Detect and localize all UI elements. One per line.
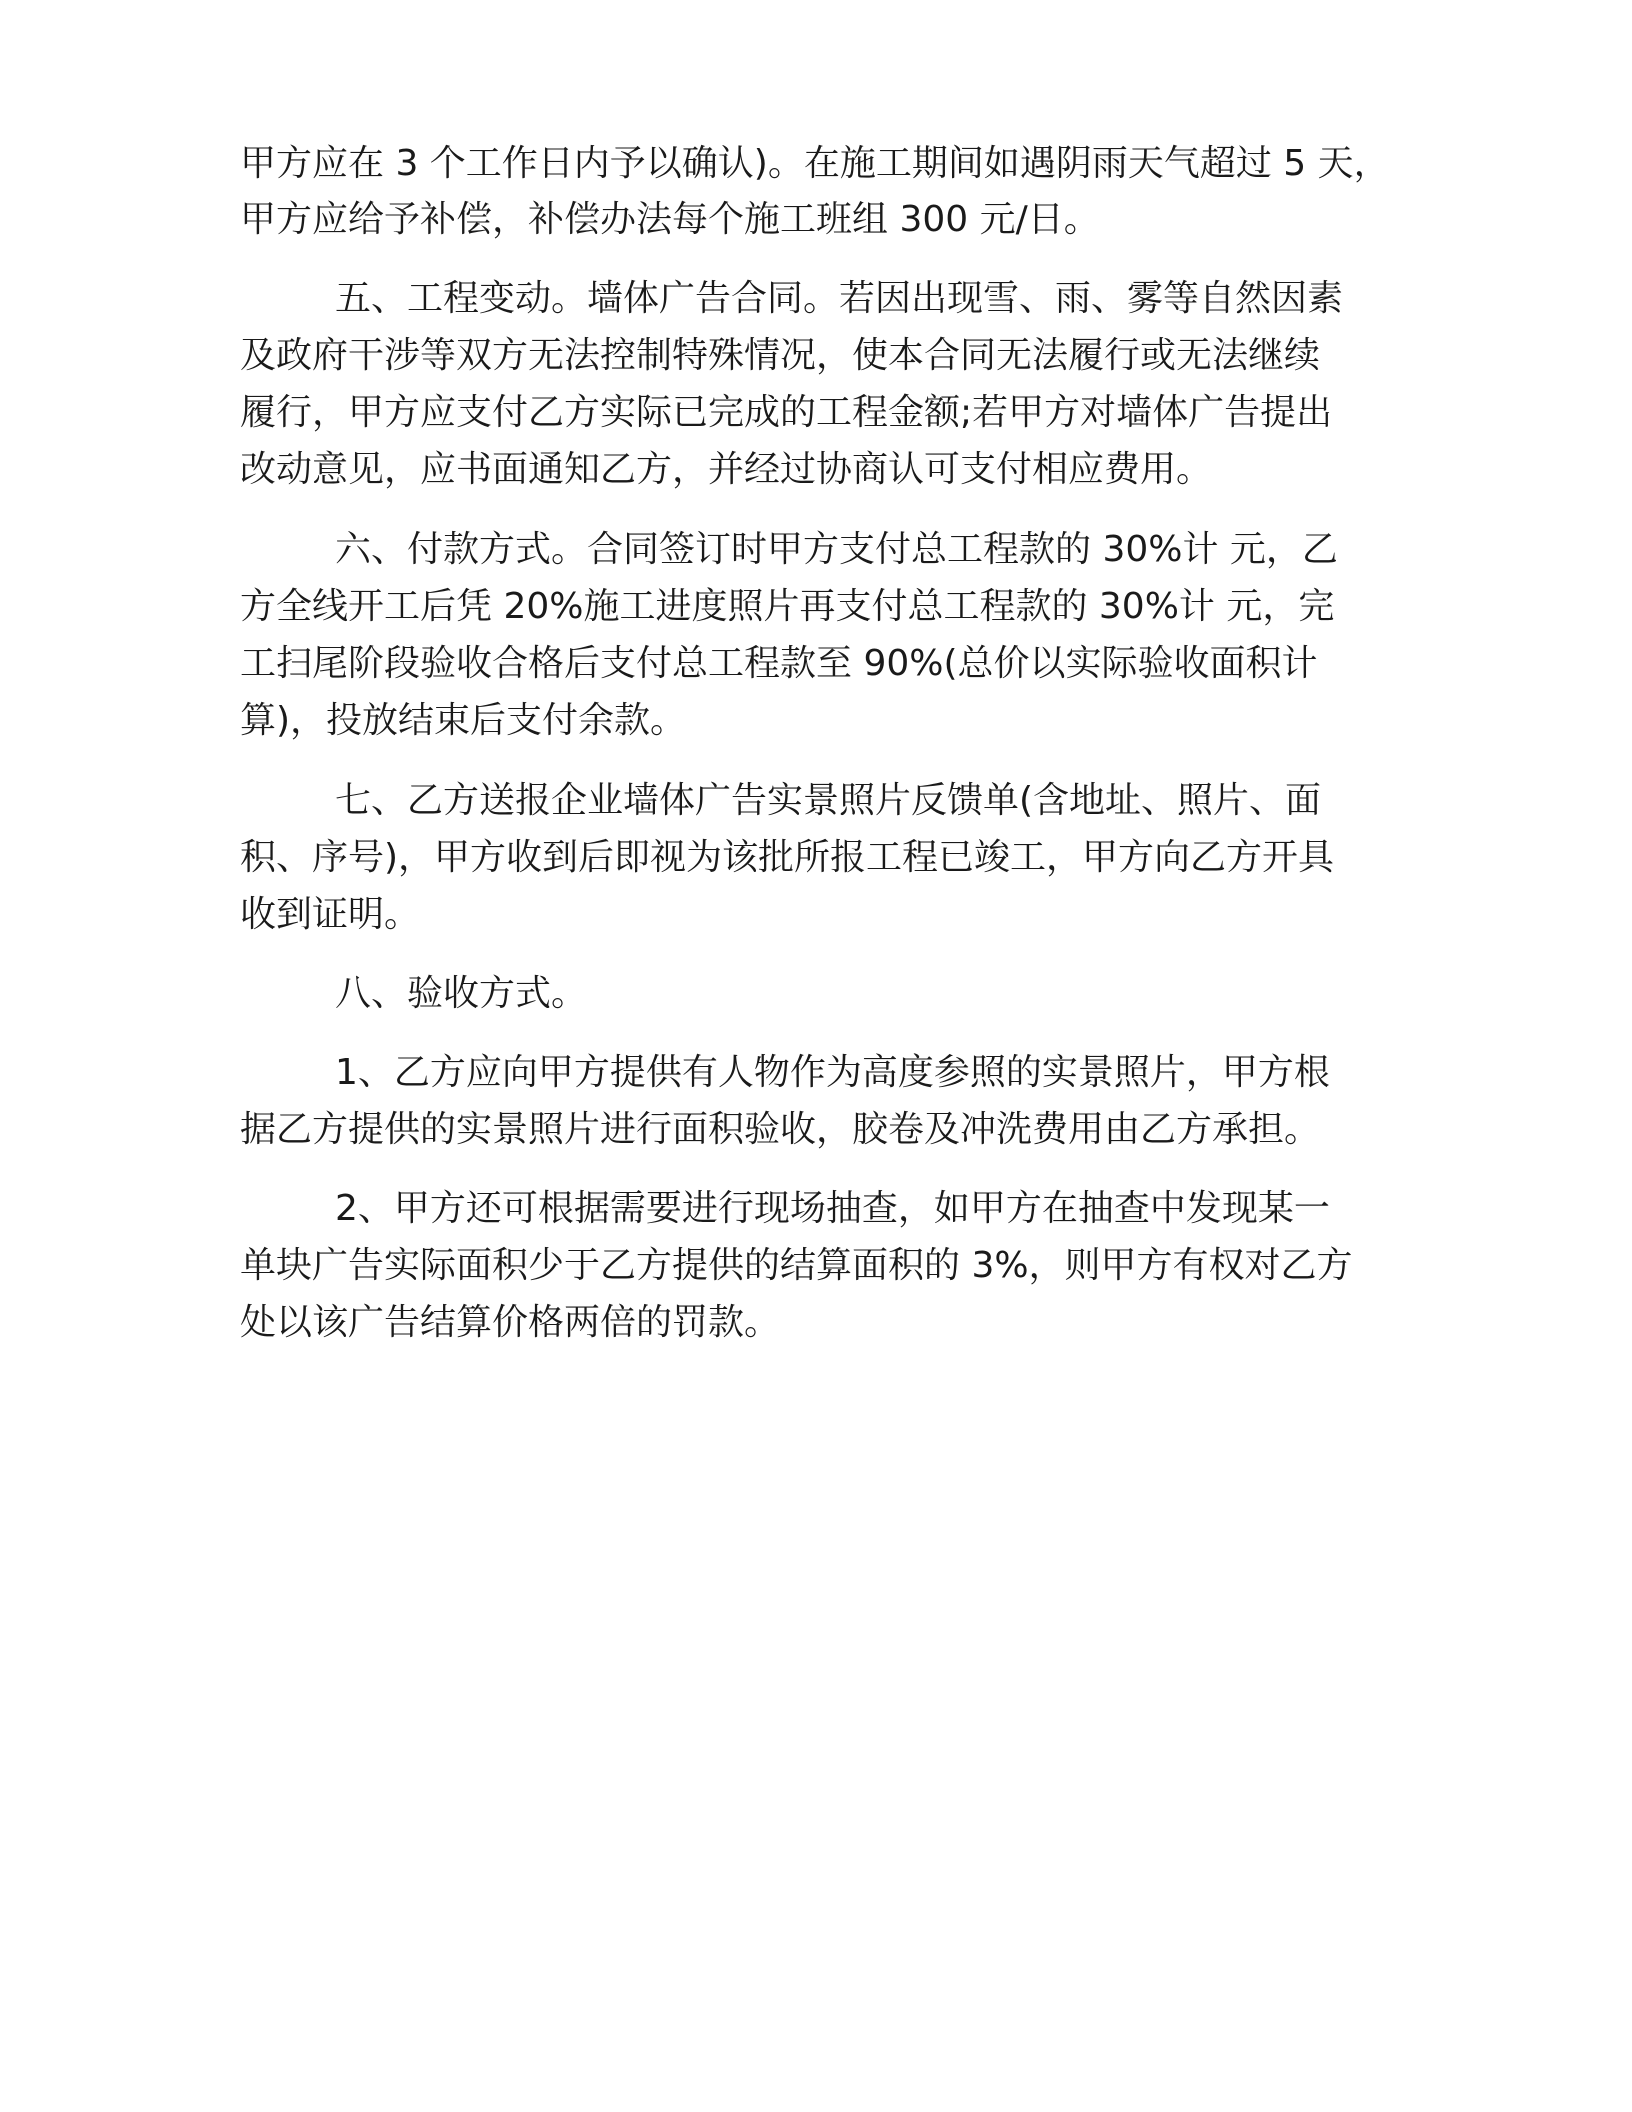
text-line: 履行，甲方应支付乙方实际已完成的工程金额;若甲方对墙体广告提出 <box>240 392 1333 433</box>
text-line: 积、序号)，甲方收到后即视为该批所报工程已竣工，甲方向乙方开具 <box>240 837 1335 878</box>
text-line: 收到证明。 <box>240 894 421 935</box>
text-line: 据乙方提供的实景照片进行面积验收，胶卷及冲洗费用由乙方承担。 <box>240 1109 1321 1150</box>
text-line: 2、甲方还可根据需要进行现场抽查，如甲方在抽查中发现某一 <box>335 1188 1330 1229</box>
text-line: 1、乙方应向甲方提供有人物作为高度参照的实景照片，甲方根 <box>335 1052 1330 1093</box>
text-line: 及政府干涉等双方无法控制特殊情况，使本合同无法履行或无法继续 <box>240 335 1321 376</box>
text-line: 七、乙方送报企业墙体广告实景照片反馈单(含地址、照片、面 <box>335 780 1322 821</box>
text-line: 工扫尾阶段验收合格后支付总工程款至 90%(总价以实际验收面积计 <box>240 643 1318 684</box>
text-line: 算)，投放结束后支付余款。 <box>240 700 687 741</box>
text-line: 甲方应在 3 个工作日内予以确认)。在施工期间如遇阴雨天气超过 5 天， <box>240 143 1390 184</box>
text-line: 单块广告实际面积少于乙方提供的结算面积的 3%，则甲方有权对乙方 <box>240 1245 1353 1286</box>
text-line: 方全线开工后凭 20%施工进度照片再支付总工程款的 30%计 元，完 <box>240 586 1335 627</box>
text-line: 六、付款方式。合同签订时甲方支付总工程款的 30%计 元，乙 <box>335 529 1338 570</box>
text-line: 八、验收方式。 <box>335 973 588 1014</box>
text-line: 改动意见，应书面通知乙方，并经过协商认可支付相应费用。 <box>240 449 1213 490</box>
text-line: 处以该广告结算价格两倍的罚款。 <box>240 1302 781 1343</box>
text-line: 五、工程变动。墙体广告合同。若因出现雪、雨、雾等自然因素 <box>335 278 1344 319</box>
text-line: 甲方应给予补偿，补偿办法每个施工班组 300 元/日。 <box>240 199 1100 240</box>
